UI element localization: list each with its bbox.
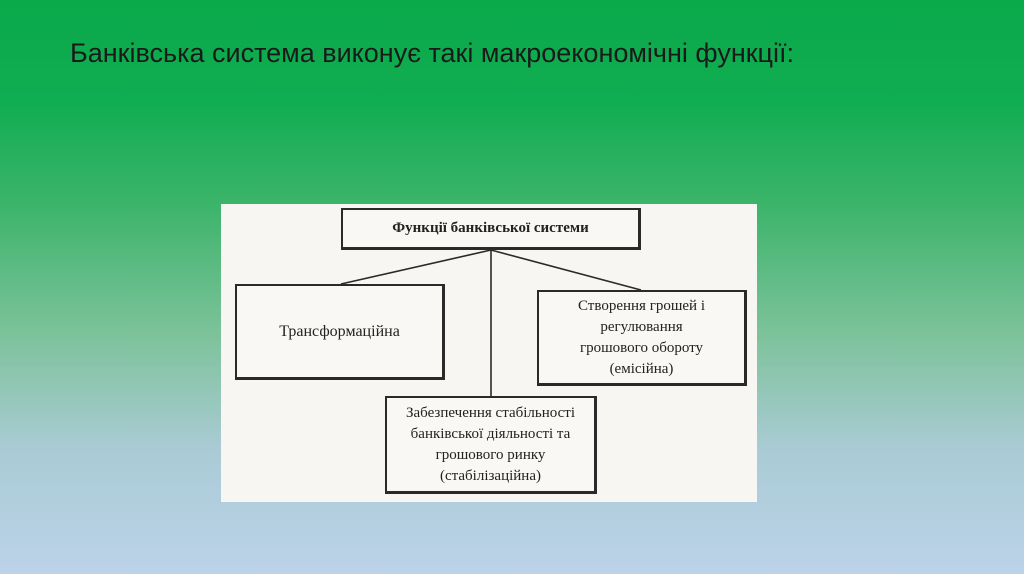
diagram-image (221, 204, 757, 502)
connector-root-right (491, 250, 641, 290)
slide-title: Банківська система виконує такі макроекономічні функції: (70, 38, 795, 68)
node-emission-label: Створення грошей і регулювання грошового обороту (емісійна) (577, 297, 705, 377)
node-stabilization-label: Забезпечення стабільності банківської діяльності та грошового ринку (стабілізаційна) (405, 404, 576, 484)
node-transformational (235, 284, 445, 380)
node-stabilization (385, 396, 597, 494)
root-node (341, 208, 641, 250)
connector-root-left (341, 250, 491, 284)
root-node-label: Функції банківської системи (392, 220, 589, 236)
node-emission (537, 290, 747, 386)
node-transformational-label: Трансформаційна (279, 322, 400, 340)
